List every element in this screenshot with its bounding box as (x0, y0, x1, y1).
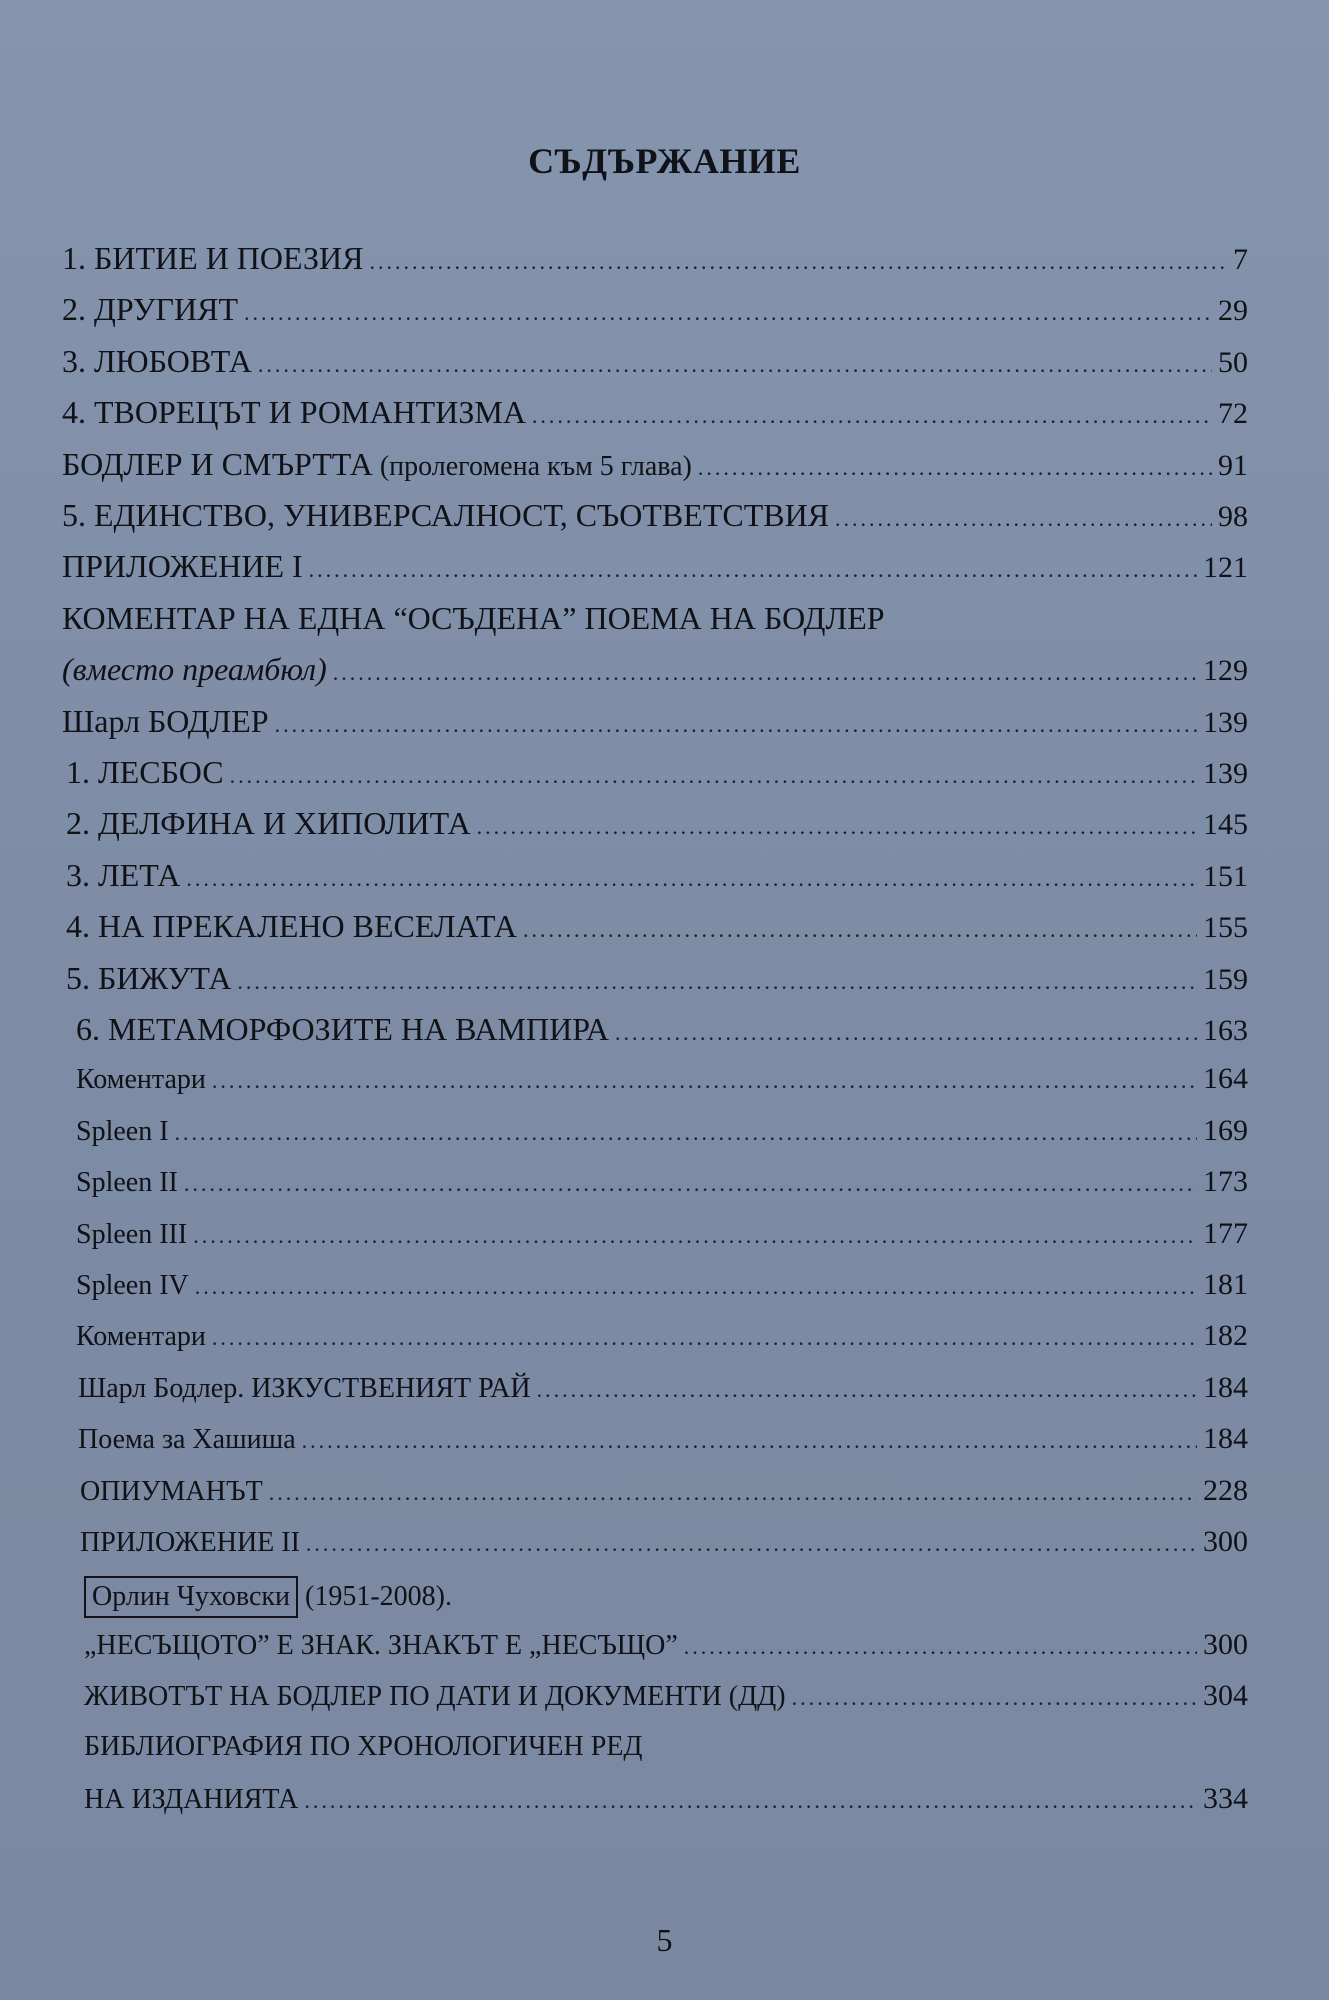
toc-entry-label (62, 446, 692, 483)
toc-entry-page: 184 (1203, 1422, 1248, 1455)
toc-entry (62, 240, 1248, 290)
toc-entry-page: 139 (1203, 706, 1248, 739)
leader-dots (212, 1068, 1197, 1094)
toc-entry (78, 1422, 1248, 1472)
toc-entry (66, 754, 1248, 804)
toc-entry (76, 1268, 1248, 1318)
toc-entry-page: 91 (1218, 449, 1248, 482)
toc-entry (84, 1576, 1248, 1626)
toc-entry-label: ОПИУМАНЪТ (80, 1476, 263, 1507)
toc-entry-label: 4. НА ПРЕКАЛЕНО ВЕСЕЛАТА (66, 908, 518, 944)
toc-entry-page: 129 (1203, 654, 1248, 687)
leader-dots (306, 1531, 1197, 1557)
toc-entry-page: 173 (1203, 1165, 1248, 1198)
toc-entry-label: Spleen IV (76, 1270, 189, 1301)
toc-entry-label: 6. МЕТАМОРФОЗИТЕ НА ВАМПИРА (76, 1011, 610, 1047)
toc-entry-label: 5. ЕДИНСТВО, УНИВЕРСАЛНОСТ, СЪОТВЕТСТВИЯ (62, 497, 830, 533)
leader-dots (184, 1171, 1197, 1197)
toc-entry-note: (1951-2008). (298, 1581, 452, 1612)
toc-entry (84, 1628, 1248, 1678)
toc-entry (84, 1679, 1248, 1729)
toc-entry (76, 1114, 1248, 1164)
leader-dots (244, 300, 1212, 326)
toc-entry-label: 3. ЛЕТА (66, 857, 181, 893)
toc-entry-main: БОДЛЕР И СМЪРТТА (62, 446, 373, 482)
leader-dots (333, 660, 1197, 686)
toc-entry-label: Шарл БОДЛЕР (62, 703, 269, 739)
toc-entry-label: КОМЕНТАР НА ЕДНА “ОСЪДЕНА” ПОЕМА НА БОДЛЕР (62, 600, 885, 636)
toc-entry (62, 651, 1248, 701)
leader-dots (523, 917, 1197, 943)
toc-entry-page: 169 (1203, 1114, 1248, 1147)
toc-entry (80, 1525, 1248, 1575)
leader-dots (212, 1325, 1197, 1351)
toc-entry-page: 155 (1203, 911, 1248, 944)
toc-entry-page: 163 (1203, 1014, 1248, 1047)
toc-entry-page: 228 (1203, 1474, 1248, 1507)
leader-dots (230, 763, 1197, 789)
toc-entry-page: 139 (1203, 757, 1248, 790)
toc-entry-label: Коментари (76, 1064, 206, 1095)
toc-entry-label (84, 1576, 452, 1618)
toc-entry (62, 600, 1248, 650)
toc-entry-page: 50 (1218, 346, 1248, 379)
leader-dots (186, 866, 1197, 892)
toc-entry (62, 394, 1248, 444)
leader-dots (532, 403, 1212, 429)
toc-entry-page: 181 (1203, 1268, 1248, 1301)
toc-entry-page: 98 (1218, 500, 1248, 533)
toc-entry-label: Spleen II (76, 1167, 178, 1198)
toc-entry (62, 343, 1248, 393)
toc-entry (80, 1474, 1248, 1524)
toc-entry-label: Spleen I (76, 1116, 169, 1147)
toc-entry (84, 1782, 1248, 1832)
boxed-author-name: Орлин Чуховски (84, 1576, 298, 1618)
toc-entry-page: 159 (1203, 963, 1248, 996)
toc-entry-page: 29 (1218, 294, 1248, 327)
toc-entry-label: (вместо преамбюл) (62, 651, 327, 687)
toc-entry-label: БИБЛИОГРАФИЯ ПО ХРОНОЛОГИЧЕН РЕД (84, 1731, 643, 1762)
toc-entry-label: Шарл Бодлер. ИЗКУСТВЕНИЯТ РАЙ (78, 1373, 531, 1404)
toc-entry-page: 145 (1203, 808, 1248, 841)
toc-entry-label: 2. ДЕЛФИНА И ХИПОЛИТА (66, 805, 471, 841)
toc-entry (62, 703, 1248, 753)
leader-dots (537, 1377, 1197, 1403)
toc-entry-page: 304 (1203, 1679, 1248, 1712)
toc-entry (76, 1062, 1248, 1112)
toc-entry-label: Поема за Хашиша (78, 1424, 296, 1455)
leader-dots (193, 1223, 1197, 1249)
leader-dots (615, 1020, 1197, 1046)
toc-entry-page: 121 (1203, 551, 1248, 584)
toc-entry (62, 291, 1248, 341)
toc-entry (76, 1319, 1248, 1369)
toc-entry (66, 908, 1248, 958)
leader-dots (835, 506, 1212, 532)
toc-entry-page: 300 (1203, 1628, 1248, 1661)
toc-entry-note: (пролегомена към 5 глава) (372, 451, 692, 482)
leader-dots (175, 1120, 1197, 1146)
toc-entry-page: 182 (1203, 1319, 1248, 1352)
leader-dots (792, 1685, 1197, 1711)
leader-dots (309, 557, 1197, 583)
toc-entry-page: 151 (1203, 860, 1248, 893)
toc-entry (84, 1731, 1248, 1781)
toc-entry (62, 497, 1248, 547)
toc-entry-page: 184 (1203, 1371, 1248, 1404)
toc-entry-label: Коментари (76, 1321, 206, 1352)
toc-entry (78, 1371, 1248, 1421)
toc-entry-label: ПРИЛОЖЕНИЕ I (62, 548, 303, 584)
leader-dots (304, 1788, 1197, 1814)
toc-entry-label: Spleen III (76, 1219, 188, 1250)
leader-dots (237, 969, 1197, 995)
leader-dots (195, 1274, 1197, 1300)
toc-entry (76, 1165, 1248, 1215)
page-number: 5 (656, 1922, 673, 1958)
leader-dots (369, 249, 1227, 275)
toc-entry (62, 548, 1248, 598)
toc-entry-page: 300 (1203, 1525, 1248, 1558)
leader-dots (275, 712, 1197, 738)
toc-entry-label: ЖИВОТЪТ НА БОДЛЕР ПО ДАТИ И ДОКУМЕНТИ (ДД) (84, 1681, 786, 1712)
toc-entry-page: 164 (1203, 1062, 1248, 1095)
toc-entry-page: 7 (1233, 243, 1248, 276)
toc-entry (76, 1011, 1248, 1061)
leader-dots (684, 1634, 1197, 1660)
toc-entry-label: 3. ЛЮБОВТА (62, 343, 252, 379)
toc-entry-label: НА ИЗДАНИЯТА (84, 1784, 299, 1815)
toc-entry-page: 72 (1218, 397, 1248, 430)
toc-entry-label: 1. БИТИЕ И ПОЕЗИЯ (62, 240, 364, 276)
toc-entry-label: 4. ТВОРЕЦЪТ И РОМАНТИЗМА (62, 394, 526, 430)
toc-entry (66, 805, 1248, 855)
toc-entry (62, 446, 1248, 496)
toc-entry-label: 2. ДРУГИЯТ (62, 291, 238, 327)
toc-entry-label: „НЕСЪЩОТО” Е ЗНАК. ЗНАКЪТ Е „НЕСЪЩО” (84, 1630, 678, 1661)
toc-entry-page: 177 (1203, 1217, 1248, 1250)
leader-dots (258, 352, 1212, 378)
toc-entry-page: 334 (1203, 1782, 1248, 1815)
leader-dots (302, 1428, 1197, 1454)
toc-entry (66, 960, 1248, 1010)
toc-entry-label: ПРИЛОЖЕНИЕ II (80, 1527, 300, 1558)
page-title: СЪДЪРЖАНИЕ (528, 141, 801, 181)
leader-dots (477, 814, 1197, 840)
toc-entry-label: 5. БИЖУТА (66, 960, 232, 996)
toc-entry (66, 857, 1248, 907)
toc-entry-label: 1. ЛЕСБОС (66, 754, 224, 790)
leader-dots (698, 455, 1212, 481)
leader-dots (269, 1480, 1197, 1506)
toc-entry (76, 1217, 1248, 1267)
